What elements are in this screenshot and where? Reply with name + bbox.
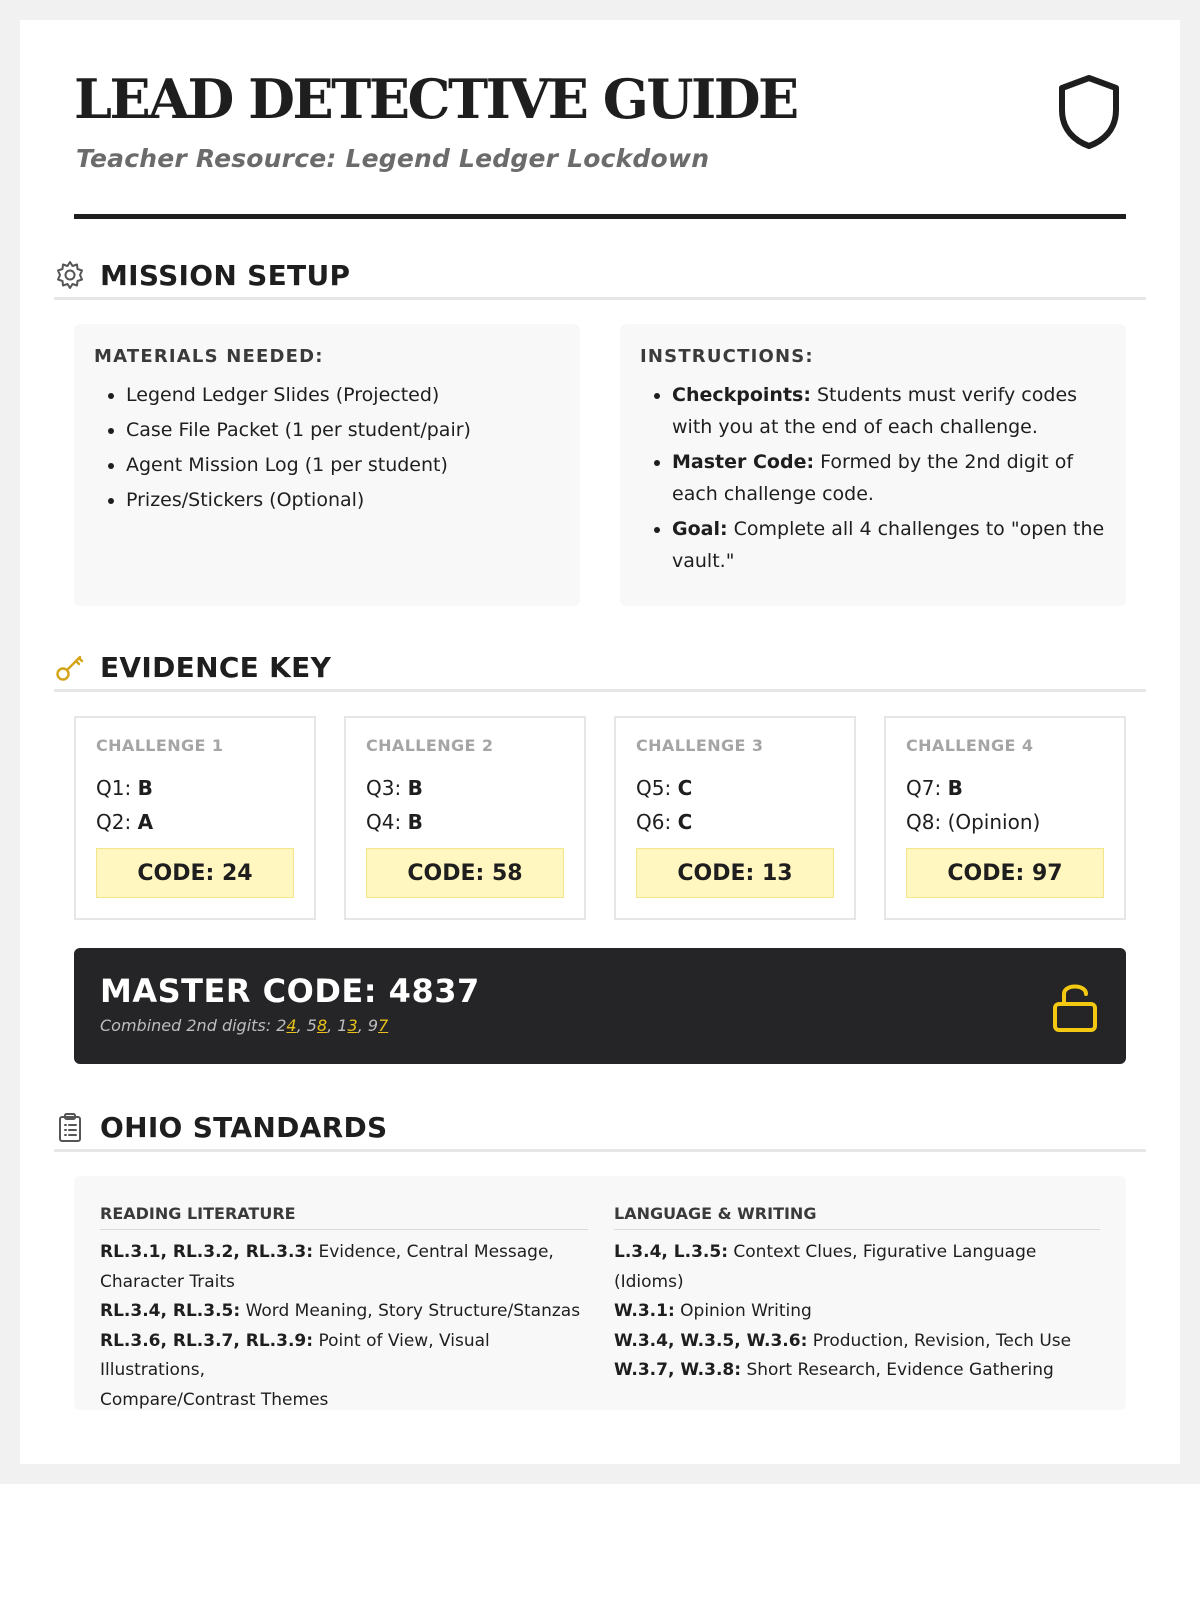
challenge-code: CODE: 13 xyxy=(636,848,834,898)
evidence-key-heading xyxy=(54,645,1146,692)
standards-box xyxy=(74,1176,1126,1410)
instruction-term: Goal: xyxy=(672,518,728,540)
master-code-title: MASTER CODE: 4837 xyxy=(100,972,480,1010)
answer-line: Q6: C xyxy=(636,810,693,834)
standard-line: RL.3.1, RL.3.2, RL.3.3: Evidence, Central Message, xyxy=(100,1242,554,1262)
gear-icon xyxy=(54,259,86,291)
challenge-card-3 xyxy=(614,716,856,920)
section-title: OHIO STANDARDS xyxy=(100,1110,388,1144)
challenge-card-1 xyxy=(74,716,316,920)
instruction-text: Complete all 4 challenges to "open the vault." xyxy=(672,518,1105,572)
answer-line: Q3: B xyxy=(366,776,423,800)
clipboard-icon xyxy=(54,1111,86,1143)
master-code-breakdown: Combined 2nd digits: 24, 58, 13, 97 xyxy=(100,1016,389,1035)
list-item: • Legend Ledger Slides (Projected) xyxy=(126,379,560,411)
list-item: • Case File Packet (1 per student/pair) xyxy=(126,414,560,446)
header xyxy=(74,20,1126,219)
standard-line: W.3.4, W.3.5, W.3.6: Production, Revision, Tech Use xyxy=(614,1330,1072,1351)
shield-icon xyxy=(1056,74,1122,150)
page-subtitle: Teacher Resource: Legend Ledger Lockdown xyxy=(76,144,710,173)
challenge-label: CHALLENGE 2 xyxy=(366,736,494,755)
challenge-code: CODE: 24 xyxy=(96,848,294,898)
page-title: LEAD DETECTIVE GUIDE xyxy=(74,67,797,131)
challenge-label: CHALLENGE 1 xyxy=(96,736,224,755)
reading-column xyxy=(100,1204,588,1415)
instructions-label: INSTRUCTIONS: xyxy=(640,346,814,367)
instruction-text: Formed by the 2nd digit of each challenge code. xyxy=(672,451,1074,505)
instructions-box xyxy=(620,324,1126,606)
unlock-icon xyxy=(1050,980,1100,1034)
column-heading: READING LITERATURE xyxy=(100,1204,588,1230)
answer-line: Q5: C xyxy=(636,776,693,800)
ohio-standards-heading xyxy=(54,1105,1146,1152)
standard-line: W.3.1: Opinion Writing xyxy=(614,1301,812,1321)
standard-line: Compare/Contrast Themes xyxy=(100,1389,329,1410)
instructions-list xyxy=(640,379,1106,577)
materials-label: MATERIALS NEEDED: xyxy=(94,346,324,367)
language-column xyxy=(614,1204,1100,1386)
key-icon xyxy=(54,651,86,683)
instruction-text: Students must verify codes with you at the end of each challenge. xyxy=(672,384,1078,438)
challenge-card-2 xyxy=(344,716,586,920)
answer-line: Q4: B xyxy=(366,810,423,834)
challenge-code: CODE: 58 xyxy=(366,848,564,898)
column-heading: LANGUAGE & WRITING xyxy=(614,1204,1100,1230)
answer-line: Q1: B xyxy=(96,776,153,800)
standard-line: L.3.4, L.3.5: Context Clues, Figurative Language (Idioms) xyxy=(614,1242,1037,1292)
list-item xyxy=(672,513,1106,577)
challenge-label: CHALLENGE 3 xyxy=(636,736,764,755)
standard-line: RL.3.6, RL.3.7, RL.3.9: Point of View, Visual Illustrations, xyxy=(100,1330,490,1380)
challenge-card-4 xyxy=(884,716,1126,920)
answer-line: Q7: B xyxy=(906,776,963,800)
standard-line: W.3.7, W.3.8: Short Research, Evidence Gathering xyxy=(614,1360,1054,1380)
instruction-term: Checkpoints: xyxy=(672,384,811,406)
section-title: MISSION SETUP xyxy=(100,258,351,292)
master-code-banner xyxy=(74,948,1126,1064)
list-item: • Agent Mission Log (1 per student) xyxy=(126,449,560,481)
list-item xyxy=(672,379,1106,443)
mission-setup-heading xyxy=(54,253,1146,300)
standard-line: RL.3.4, RL.3.5: Word Meaning, Story Structure/Stanzas xyxy=(100,1301,581,1321)
list-item xyxy=(672,446,1106,510)
materials-list xyxy=(94,379,560,516)
standard-line: Character Traits xyxy=(100,1271,235,1292)
section-title: EVIDENCE KEY xyxy=(100,650,332,684)
challenge-code: CODE: 97 xyxy=(906,848,1104,898)
challenge-label: CHALLENGE 4 xyxy=(906,736,1034,755)
instruction-term: Master Code: xyxy=(672,451,815,473)
answer-line: Q8: (Opinion) xyxy=(906,810,1041,834)
answer-line: Q2: A xyxy=(96,810,154,834)
materials-box xyxy=(74,324,580,606)
list-item: • Prizes/Stickers (Optional) xyxy=(126,484,560,516)
